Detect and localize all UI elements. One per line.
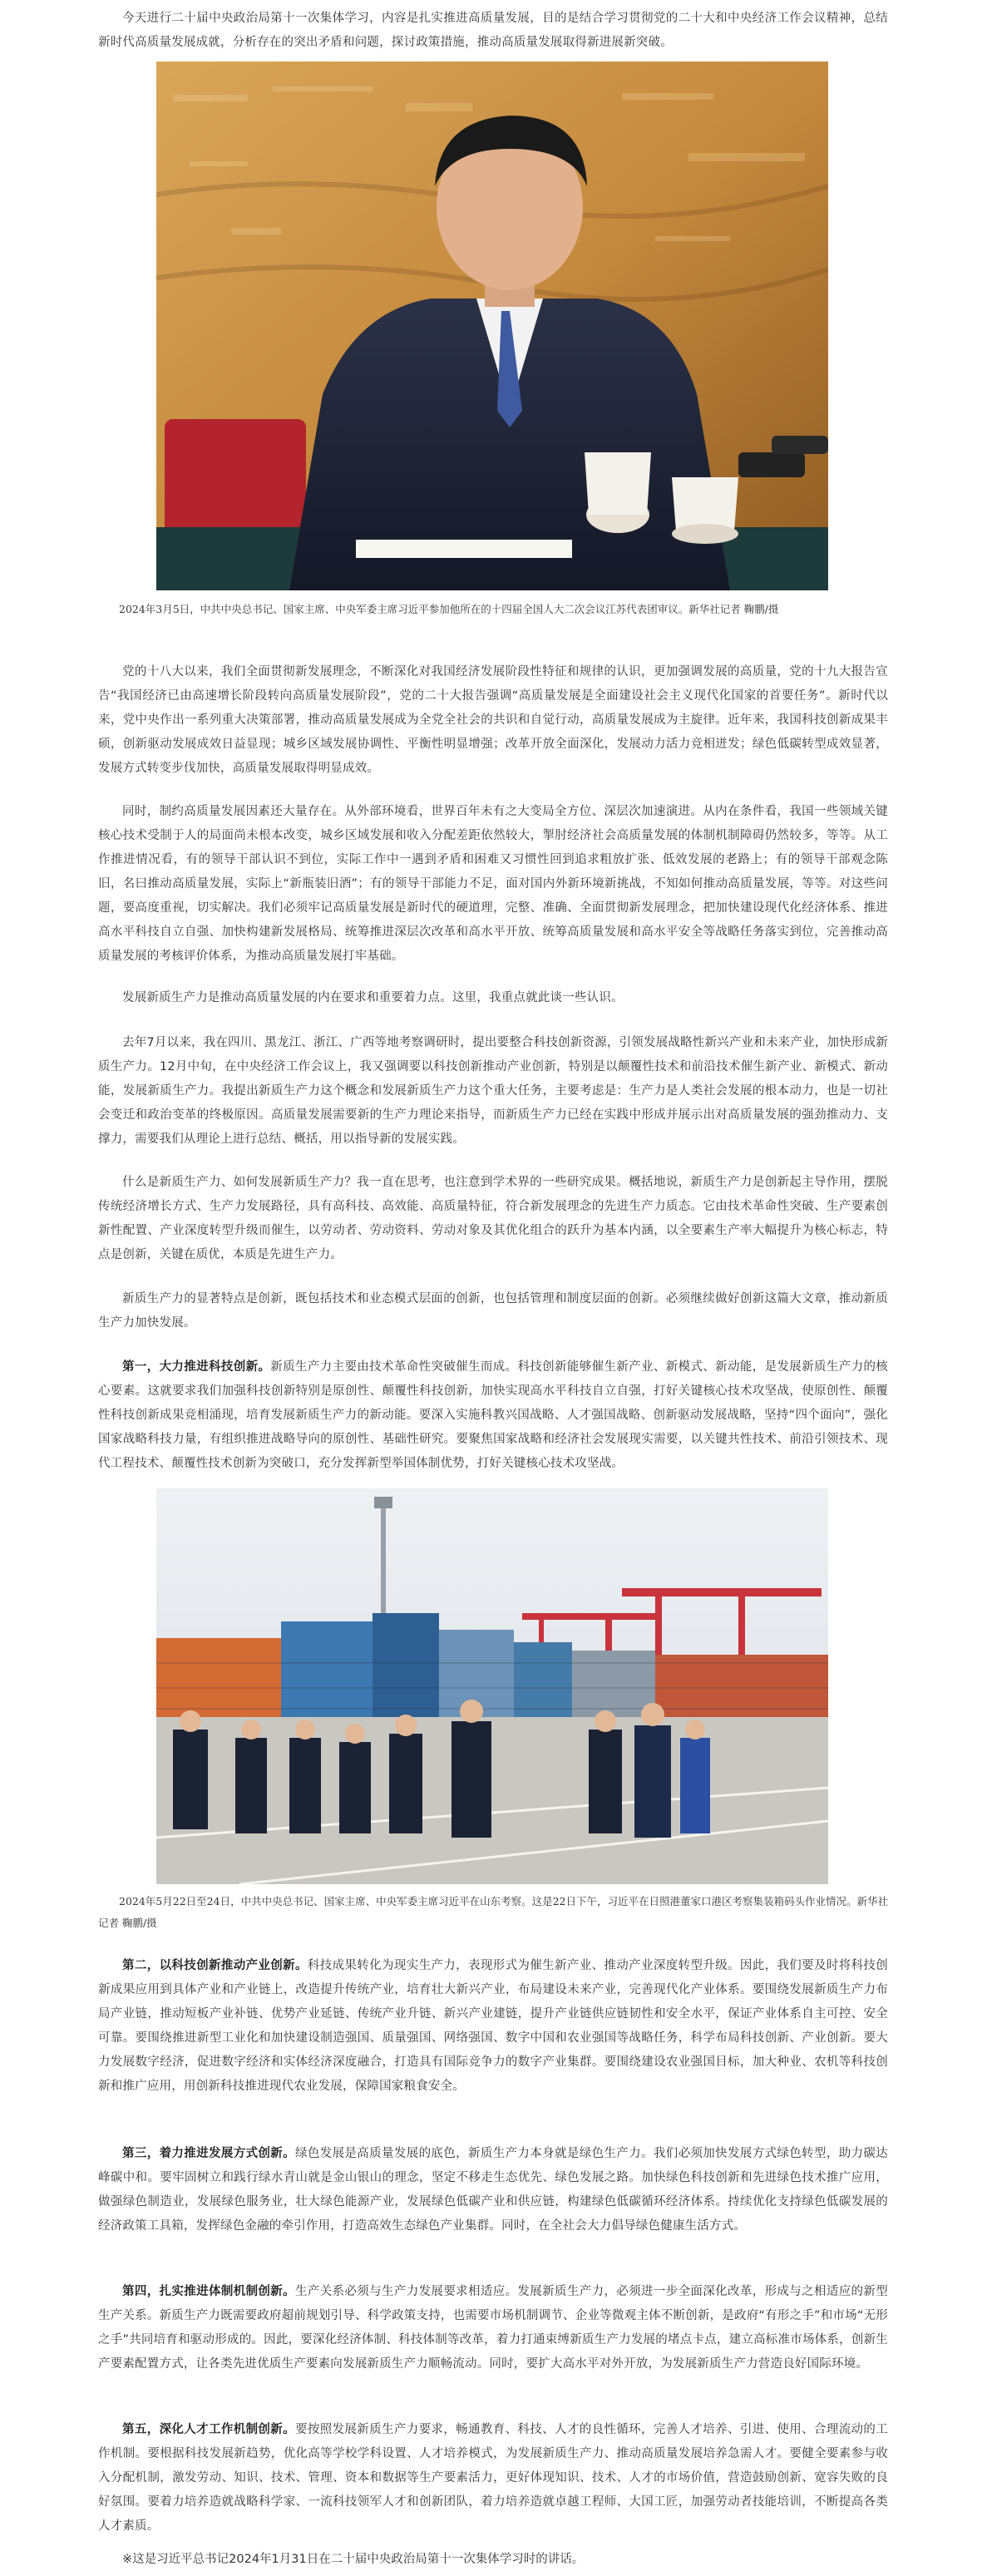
section-1-heading: 第一，大力推进科技创新。 <box>122 1360 271 1374</box>
photo-caption-2: 2024年5月22日至24日，中共中央总书记、国家主席、中央军委主席习近平在山东考察。这是22日下午，习近平在日照港董家口港区考察集装箱码头作业情况。新华社记者 鞠鹏/摄 <box>98 1895 888 1929</box>
section-2-body: 科技成果转化为现实生产力，表现形式为催生新产业、推动产业深度转型升级。因此，我们要及时将科技创新成果应用到具体产业和产业链上，改造提升传统产业，培育壮大新兴产业，布局建设未来产业，完善现代化产业体系。要围绕发展新质生产力布局产业链，推动短板产业补链、优势产业延链、传统产业升链、新兴产业建链，提升产业链供应链韧性和安全水平，保证产业体系自主可控、安全可靠。要围绕推进新型工业化和加快建设制造强国、质量强国、网络强国、数字中国和农业强国等战略任务，科学布局科技创新、产业创新。要大力发展数字经济，促进数字经济和实体经济深度融合，打造具有国际竞争力的数字产业集群。要围绕建设农业强国目标，加大种业、农机等科技创新和推广应用，用创新科技推进现代农业发展，保障国家粮食安全。 <box>98 1959 888 2093</box>
section-5-heading: 第五，深化人才工作机制创新。 <box>122 2423 295 2436</box>
photo-port <box>156 1488 828 1884</box>
paragraph-3: 同时，制约高质量发展因素还大量存在。从外部环境看，世界百年未有之大变局全方位、深层次加速演进。从内在条件看，我国一些领域关键核心技术受制于人的局面尚未根本改变，城乡区域发展和收入分配差距依然较大，掣肘经济社会高质量发展的体制机制障碍仍然较多，等等。从工作推进情况看，有的领导干部认识不到位，实际工作中一遇到矛盾和困难又习惯性回到追求粗放扩张、低效发展的老路上；有的领导干部观念陈旧，名曰推动高质量发展，实际上“新瓶装旧酒”；有的领导干部能力不足，面对国内外新环境新挑战，不知如何推动高质量发展，等等。对这些问题，要高度重视，切实解决。我们必须牢记高质量发展是新时代的硬道理，完整、准确、全面贯彻新发展理念，把加快建设现代化经济体系、推进高水平科技自立自强、加快构建新发展格局、统筹推进深层次改革和高水平开放、统筹高质量发展和高水平安全等战略任务落实到位，完善推动高质量发展的考核评价体系，为推动高质量发展打牢基础。 <box>98 805 888 963</box>
photo-caption-1: 2024年3月5日，中共中央总书记、国家主席、中央军委主席习近平参加他所在的十四届全国人大二次会议江苏代表团审议。新华社记者 鞠鹏/摄 <box>119 603 779 615</box>
section-1-body: 新质生产力主要由技术革命性突破催生而成。科技创新能够催生新产业、新模式、新动能，是发展新质生产力的核心要素。这就要求我们加强科技创新特别是原创性、颠覆性科技创新，加快实现高水平科技自立自强，打好关键核心技术攻坚战，使原创性、颠覆性科技创新成果竞相涌现，培育发展新质生产力的新动能。要深入实施科教兴国战略、人才强国战略、创新驱动发展战略，坚持“四个面向”，强化国家战略科技力量，有组织推进战略导向的原创性、基础性研究。要聚焦国家战略和经济社会发展现实需要，以关键共性技术、前沿引领技术、现代工程技术、颠覆性技术创新为突破口，充分发挥新型举国体制优势，打好关键核心技术攻坚战。 <box>98 1360 888 1470</box>
paragraph-4: 发展新质生产力是推动高质量发展的内在要求和重要着力点。这里，我重点就此谈一些认识。 <box>122 991 624 1004</box>
section-1 <box>98 1355 888 1476</box>
endnote: ※这是习近平总书记2024年1月31日在二十届中央政治局第十一次集体学习时的讲话。 <box>122 2553 585 2566</box>
section-4-body: 生产关系必须与生产力发展要求相适应。发展新质生产力，必须进一步全面深化改革，形成与之相适应的新型生产关系。新质生产力既需要政府超前规划引导、科学政策支持，也需要市场机制调节、企业等微观主体不断创新，是政府“有形之手”和市场“无形之手”共同培育和驱动形成的。因此，要深化经济体制、科技体制等改革，着力打通束缚新质生产力发展的堵点卡点，建立高标准市场体系，创新生产要素配置方式，让各类先进优质生产要素向发展新质生产力顺畅流动。同时，要扩大高水平对外开放，为发展新质生产力营造良好国际环境。 <box>98 2285 888 2371</box>
section-3-heading: 第三，着力推进发展方式创新。 <box>122 2147 295 2160</box>
paragraph-7: 新质生产力的显著特点是创新，既包括技术和业态模式层面的创新，也包括管理和制度层面的创新。必须继续做好创新这篇大文章，推动新质生产力加快发展。 <box>98 1292 888 1330</box>
section-5 <box>98 2418 888 2539</box>
section-2 <box>98 1954 888 2099</box>
paragraph-2: 党的十八大以来，我们全面贯彻新发展理念，不断深化对我国经济发展阶段性特征和规律的认识，更加强调发展的高质量，党的十九大报告宣告“我国经济已由高速增长阶段转向高质量发展阶段”，党的二十大报告强调“高质量发展是全面建设社会主义现代化国家的首要任务”。新时代以来，党中央作出一系列重大决策部署，推动高质量发展成为全党全社会的共识和自觉行动，高质量发展成为主旋律。近年来，我国科技创新成果丰硕，创新驱动发展成效日益显现；城乡区域发展协调性、平衡性明显增强；改革开放全面深化，发展动力活力竞相迸发；绿色低碳转型成效显著，发展方式转变步伐加快，高质量发展取得明显成效。 <box>98 665 888 775</box>
section-4-heading: 第四，扎实推进体制机制创新。 <box>122 2285 295 2298</box>
intro-paragraph: 今天进行二十届中央政治局第十一次集体学习，内容是扎实推进高质量发展，目的是结合学习贯彻党的二十大和中央经济工作会议精神，总结新时代高质量发展成就，分析存在的突出矛盾和问题，探讨政策措施，推动高质量发展取得新进展新突破。 <box>98 12 888 49</box>
section-3-body: 绿色发展是高质量发展的底色，新质生产力本身就是绿色生产力。我们必须加快发展方式绿色转型，助力碳达峰碳中和。要牢固树立和践行绿水青山就是金山银山的理念，坚定不移走生态优先、绿色发展之路。加快绿色科技创新和先进绿色技术推广应用，做强绿色制造业，发展绿色服务业，壮大绿色能源产业，发展绿色低碳产业和供应链，构建绿色低碳循环经济体系。持续优化支持绿色低碳发展的经济政策工具箱，发挥绿色金融的牵引作用，打造高效生态绿色产业集群。同时，在全社会大力倡导绿色健康生活方式。 <box>98 2147 888 2233</box>
paragraph-5: 去年7月以来，我在四川、黑龙江、浙江、广西等地考察调研时，提出要整合科技创新资源，引领发展战略性新兴产业和未来产业，加快形成新质生产力。12月中旬，在中央经济工作会议上，我又强调要以科技创新推动产业创新，特别是以颠覆性技术和前沿技术催生新产业、新模式、新动能，发展新质生产力。我提出新质生产力这个概念和发展新质生产力这个重大任务，主要考虑是：生产力是人类社会发展的根本动力，也是一切社会变迁和政治变革的终极原因。高质量发展需要新的生产力理论来指导，而新质生产力已经在实践中形成并展示出对高质量发展的强劲推动力、支撑力，需要我们从理论上进行总结、概括，用以指导新的发展实践。 <box>98 1036 888 1146</box>
section-4 <box>98 2280 888 2376</box>
paragraph-6: 什么是新质生产力、如何发展新质生产力？我一直在思考，也注意到学术界的一些研究成果。概括地说，新质生产力是创新起主导作用，摆脱传统经济增长方式、生产力发展路径，具有高科技、高效能、高质量特征，符合新发展理念的先进生产力质态。它由技术革命性突破、生产要素创新性配置、产业深度转型升级而催生，以劳动者、劳动资料、劳动对象及其优化组合的跃升为基本内涵，以全要素生产率大幅提升为核心标志，特点是创新，关键在质优，本质是先进生产力。 <box>98 1176 888 1261</box>
section-2-heading: 第二，以科技创新推动产业创新。 <box>122 1959 308 1972</box>
section-3 <box>98 2142 888 2238</box>
photo-meeting <box>156 62 828 590</box>
section-5-body: 要按照发展新质生产力要求，畅通教育、科技、人才的良性循环，完善人才培养、引进、使用、合理流动的工作机制。要根据科技发展新趋势，优化高等学校学科设置、人才培养模式，为发展新质生产力、推动高质量发展培养急需人才。要健全要素参与收入分配机制，激发劳动、知识、技术、管理、资本和数据等生产要素活力，更好体现知识、技术、人才的市场价值，营造鼓励创新、宽容失败的良好氛围。要着力培养造就战略科学家、一流科技领军人才和创新团队，着力培养造就卓越工程师、大国工匠，加强劳动者技能培训，不断提高各类人才素质。 <box>98 2423 888 2533</box>
